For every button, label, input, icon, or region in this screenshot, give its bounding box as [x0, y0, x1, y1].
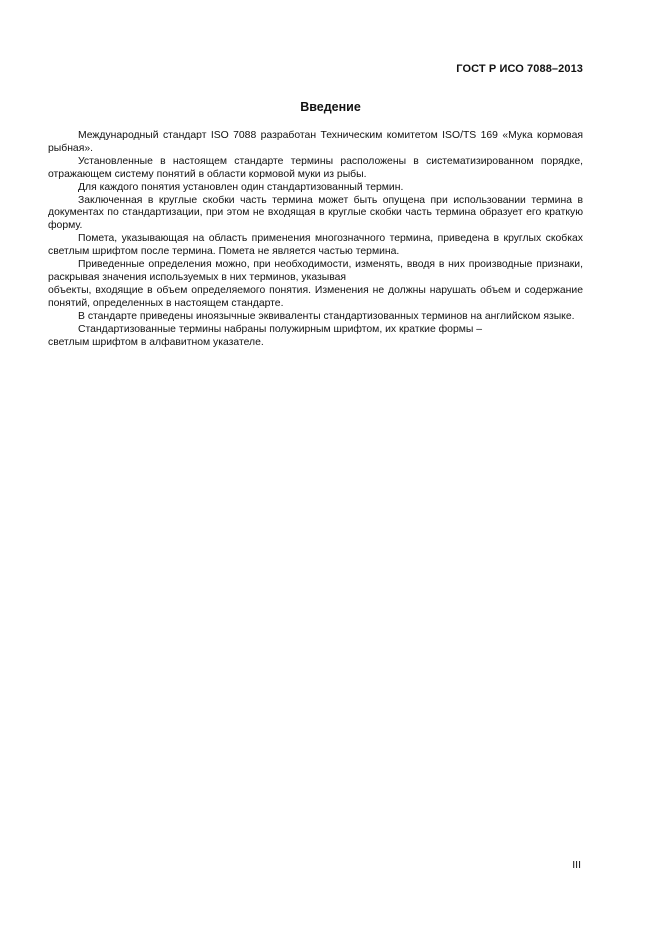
paragraph: Заключенная в круглые скобки часть термина может быть опущена при использовании термина в документах по стандартизации, при этом не входящая в круглые скобки часть термина образует его краткую форму. [48, 194, 583, 232]
paragraph: светлым шрифтом в алфавитном указателе. [48, 336, 264, 348]
paragraph: Установленные в настоящем стандарте термины расположены в систематизированном порядке, отражающем систему понятий в области кормовой муки из рыбы. [48, 155, 583, 180]
body-text [48, 130, 583, 349]
paragraph: Стандартизованные термины набраны полужирным шрифтом, их краткие формы – [78, 323, 483, 335]
paragraph: объекты, входящие в объем определяемого понятия. Изменения не должны нарушать объем и содержание понятий, определенных в настоящем стандарте. [48, 284, 583, 309]
section-title: Введение [300, 100, 361, 114]
paragraph: Международный стандарт ISO 7088 разработан Техническим комитетом ISO/TS 169 «Мука кормовая рыбная». [48, 130, 583, 154]
paragraph: Приведенные определения можно, при необходимости, изменять, вводя в них производные признаки, раскрывая значения используемых в них терминов, указывая [48, 259, 583, 283]
standard-code: ГОСТ Р ИСО 7088–2013 [456, 63, 583, 75]
paragraph: Помета, указывающая на область применения многозначного термина, приведена в круглых скобках светлым шрифтом после термина. Помета не является частью термина. [48, 233, 583, 258]
paragraph: Для каждого понятия установлен один стандартизованный термин. [78, 181, 404, 193]
paragraph: В стандарте приведены иноязычные эквиваленты стандартизованных терминов на английском языке. [78, 310, 575, 322]
page-number: III [572, 859, 581, 871]
